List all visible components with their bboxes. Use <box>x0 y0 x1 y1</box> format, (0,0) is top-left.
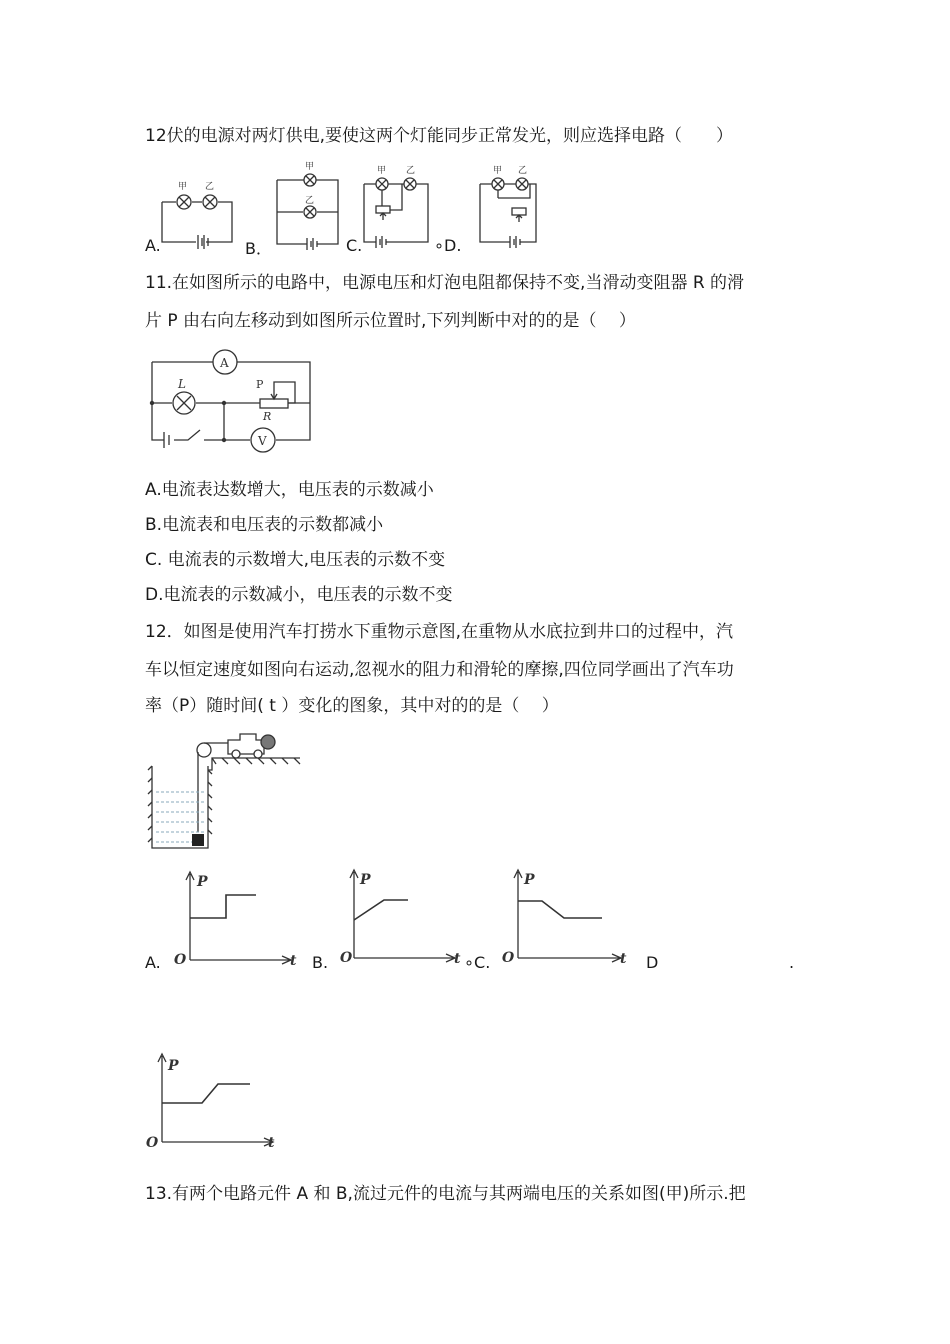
question-12-stem-line1: 12．如图是使用汽车打捞水下重物示意图,在重物从水底拉到井口的过程中，汽 <box>145 622 734 642</box>
graph-a <box>172 868 302 968</box>
circuit-d-label: ∘D. <box>434 236 462 255</box>
resistor-r-label: R <box>263 410 272 423</box>
graph-b-x-label: t <box>454 951 461 967</box>
graph-b-origin: O <box>340 950 353 966</box>
graph-a-origin: O <box>174 952 187 968</box>
circuit-a-label: A. <box>145 236 161 255</box>
graph-a-y-label: P <box>197 874 208 890</box>
graph-d-origin: O <box>146 1135 159 1151</box>
graph-c-y-label: P <box>524 872 535 888</box>
circuit-d-diagram <box>478 164 540 248</box>
lamp-yi-label-d: 乙 <box>518 166 528 176</box>
lamp-jia-label: 甲 <box>178 182 188 192</box>
graph-d-period: . <box>789 953 795 972</box>
graph-c-origin: O <box>502 950 515 966</box>
question-11-stem-line2: 片 P 由右向左移动到如图所示位置时,下列判断中对的的是（ ） <box>145 311 636 331</box>
graph-b-y-label: P <box>360 872 371 888</box>
voltmeter-label: V <box>258 434 267 448</box>
lamp-jia-label-d: 甲 <box>493 166 503 176</box>
question-11-option-c: C. 电流表的示数增大,电压表的示数不变 <box>145 550 446 570</box>
well-truck-diagram <box>148 730 308 852</box>
lamp-jia-label-b: 甲 <box>305 162 315 172</box>
question-stem-prev: 12伏的电源对两灯供电,要使这两个灯能同步正常发光，则应选择电路（ ） <box>145 126 734 146</box>
question-11-option-b: B.电流表和电压表的示数都减小 <box>145 515 384 535</box>
question-12-stem-line2: 车以恒定速度如图向右运动,忽视水的阻力和滑轮的摩擦,四位同学画出了汽车功 <box>145 660 734 680</box>
graph-b <box>340 864 470 968</box>
slider-p-label: P <box>256 378 264 391</box>
lamp-yi-label-c: 乙 <box>406 166 416 176</box>
question-13-stem-line1: 13.有两个电路元件 A 和 B,流过元件的电流与其两端电压的关系如图(甲)所示.把 <box>145 1184 746 1204</box>
graph-c-x-label: t <box>620 951 627 967</box>
circuit-a-diagram <box>160 180 240 250</box>
graph-c-label: ∘C. <box>464 953 491 972</box>
question-11-stem-line1: 11.在如图所示的电路中，电源电压和灯泡电阻都保持不变,当滑动变阻器 R 的滑 <box>145 273 745 293</box>
question-11-option-d: D.电流表的示数减小，电压表的示数不变 <box>145 585 453 605</box>
circuit-b-label: B． <box>245 239 272 258</box>
lamp-l-label: L <box>178 377 186 391</box>
circuit-c-diagram <box>362 164 434 248</box>
lamp-yi-label: 乙 <box>205 182 215 192</box>
question-12-stem-line3: 率（P）随时间( t ）变化的图象，其中对的的是（ ） <box>145 696 559 716</box>
question-11-circuit-diagram <box>150 348 315 448</box>
circuit-c-label: C. <box>346 236 363 255</box>
graph-d <box>144 1050 284 1150</box>
question-11-option-a: A.电流表达数增大，电压表的示数减小 <box>145 480 434 500</box>
graph-a-label: A. <box>145 953 161 972</box>
graph-d-y-label: P <box>168 1058 179 1074</box>
graph-c <box>502 864 632 968</box>
lamp-yi-label-b: 乙 <box>305 196 315 206</box>
graph-a-x-label: t <box>290 953 297 969</box>
circuit-b-diagram <box>275 160 345 250</box>
lamp-jia-label-c: 甲 <box>377 166 387 176</box>
graph-d-label: D <box>646 953 659 972</box>
ammeter-label: A <box>220 356 229 370</box>
graph-b-label: B. <box>312 953 329 972</box>
graph-d-x-label: t <box>268 1135 275 1151</box>
